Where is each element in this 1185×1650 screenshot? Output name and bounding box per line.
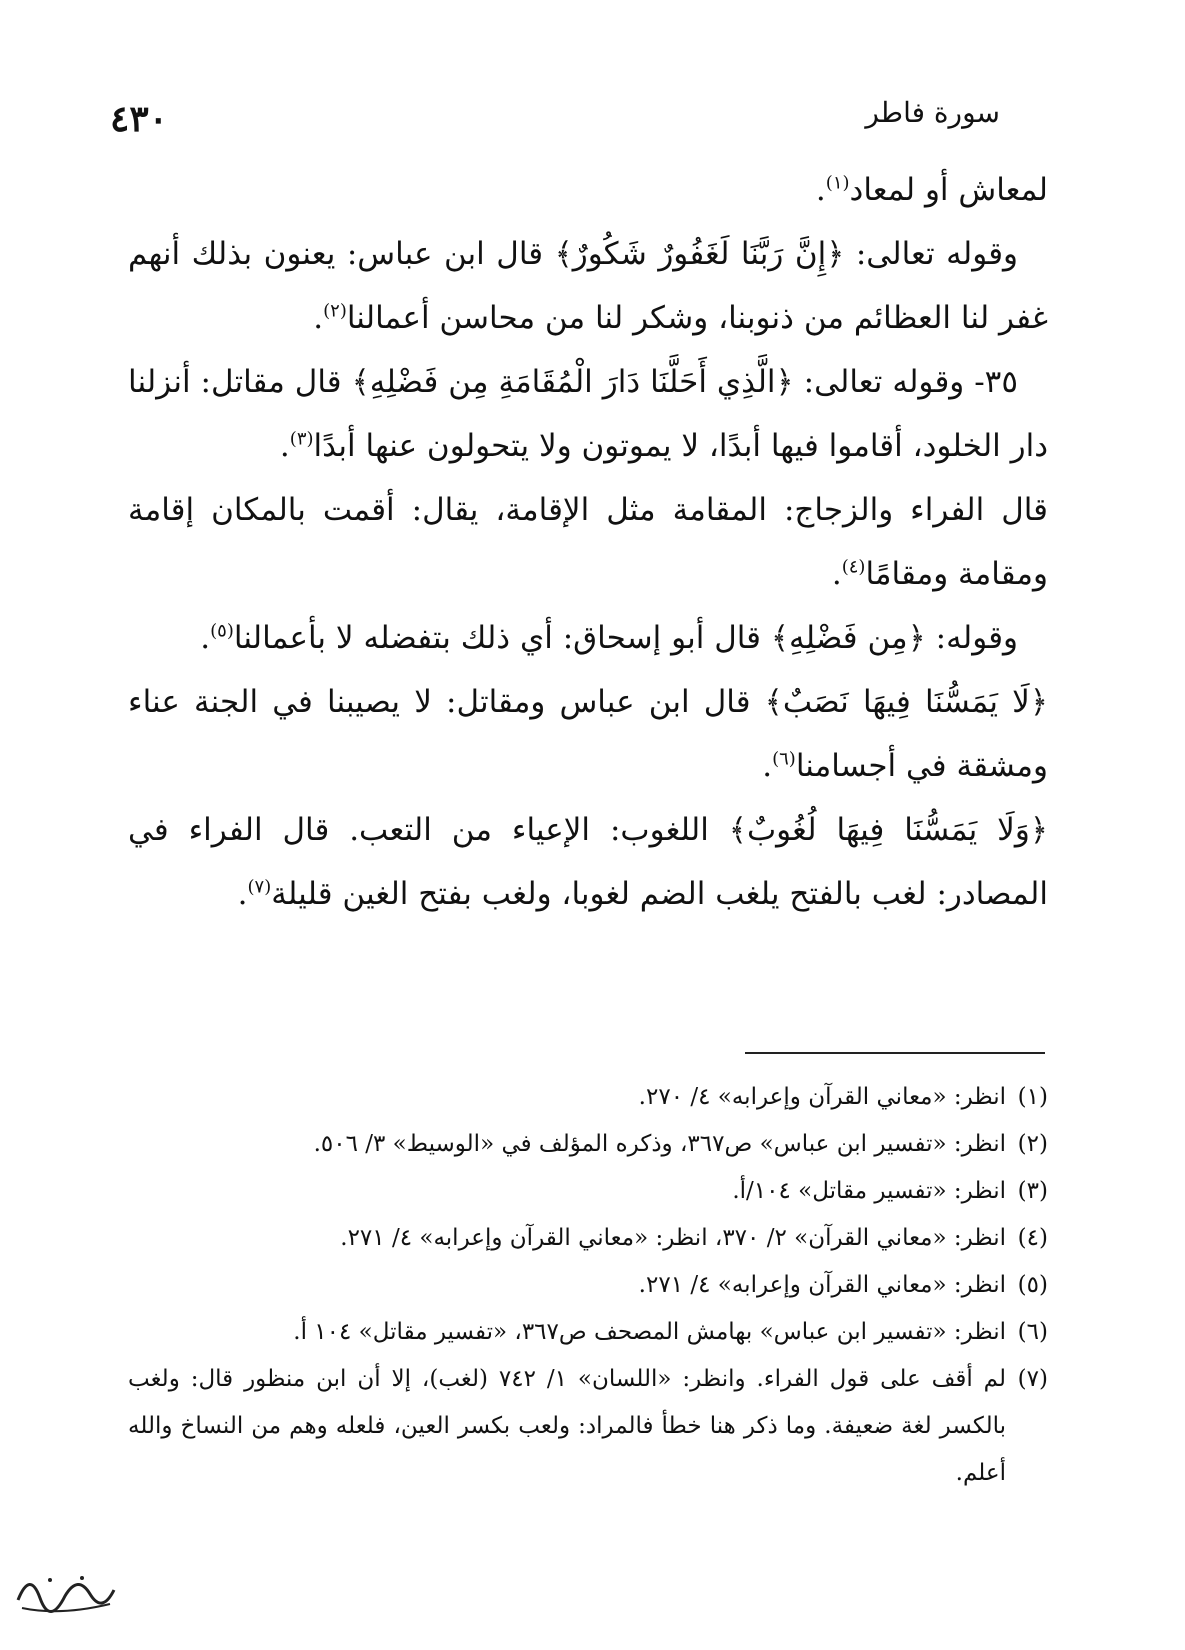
footnote-number: (٢) (1017, 1131, 1048, 1157)
footnote (128, 1262, 1048, 1309)
footnote-ref[interactable]: (٦) (772, 748, 796, 770)
paragraph-5: وقوله: ﴿مِن فَضْلِهِ﴾ قال أبو إسحاق: أي ذلك بتفضله لا بأعمالنا$^{(٥)}$. (200, 620, 1018, 656)
paragraph-7: ﴿وَلَا يَمَسُّنَا فِيهَا لُغُوبٌ﴾ اللغوب: الإعياء من التعب. قال الفراء في المصادر: لغب بالفتح يلغب الضم لغوبا، ولغب بفتح الغين قليلة$^{(٧)}$. (128, 812, 1048, 912)
footnote-number: (٤) (1017, 1225, 1048, 1251)
paragraph-1: لمعاش أو لمعاد$^{(١)}$. (815, 172, 1048, 208)
footnote-text: انظر: «تفسير ابن عباس» بهامش المصحف ص٣٦٧، «تفسير مقاتل» ١٠٤ أ. (293, 1319, 1006, 1345)
surah-title: سورة فاطر (865, 96, 1000, 129)
footnote (128, 1356, 1048, 1497)
quran-quote: ﴿لَا يَمَسُّنَا فِيهَا نَصَبٌ﴾ (764, 684, 1048, 720)
page-number: ٤٣٠ (110, 98, 169, 140)
main-text (128, 158, 1048, 926)
footnote (128, 1168, 1048, 1215)
footnote-divider (745, 1052, 1045, 1054)
footnote-ref[interactable]: (٢) (323, 300, 347, 322)
footnote-ref[interactable]: (٥) (210, 620, 234, 642)
publisher-logo-icon (10, 1560, 120, 1620)
paragraph-6: ﴿لَا يَمَسُّنَا فِيهَا نَصَبٌ﴾ قال ابن عباس ومقاتل: لا يصيبنا في الجنة عناء ومشقة في أجسامنا$^{(٦)}$. (128, 684, 1048, 784)
footnote-text: انظر: «تفسير مقاتل» ١٠٤/أ. (732, 1178, 1006, 1204)
footnote-number: (٣) (1017, 1178, 1048, 1204)
footnote (128, 1121, 1048, 1168)
footnote-number: (٧) (1017, 1366, 1048, 1392)
footnote-ref[interactable]: (٧) (247, 876, 272, 898)
footnote-text: لم أقف على قول الفراء. وانظر: «اللسان» ١/ ٧٤٢ (لغب)، إلا أن ابن منظور قال: ولغب بالكسر لغة ضعيفة. وما ذكر هنا خطأ فالمراد: ولعب بكسر العين، فلعله وهم من النساخ والله أعلم. (128, 1366, 1006, 1486)
footnote (128, 1309, 1048, 1356)
footnote-number: (٥) (1017, 1272, 1048, 1298)
footnote-text: انظر: «تفسير ابن عباس» ص٣٦٧، وذكره المؤلف في «الوسيط» ٣/ ٥٠٦. (313, 1131, 1006, 1157)
paragraph-3: ٣٥- وقوله تعالى: ﴿الَّذِي أَحَلَّنَا دَارَ الْمُقَامَةِ مِن فَضْلِهِ﴾ قال مقاتل: أنزلنا دار الخلود، أقاموا فيها أبدًا، لا يموتون ولا يتحولون عنها أبدًا$^{(٣)}$. (128, 364, 1048, 464)
footnotes (128, 1074, 1048, 1497)
footnote-text: انظر: «معاني القرآن وإعرابه» ٤/ ٢٧٠. (638, 1084, 1006, 1110)
footnote-text: انظر: «معاني القرآن وإعرابه» ٤/ ٢٧١. (638, 1272, 1006, 1298)
footnote-ref[interactable]: (٣) (289, 428, 314, 450)
quran-quote: ﴿وَلَا يَمَسُّنَا فِيهَا لُغُوبٌ﴾ (728, 812, 1048, 848)
quran-quote: ﴿الَّذِي أَحَلَّنَا دَارَ الْمُقَامَةِ مِن فَضْلِهِ﴾ (351, 364, 794, 400)
footnote (128, 1215, 1048, 1262)
quran-quote: ﴿مِن فَضْلِهِ﴾ (770, 620, 926, 656)
page-header (110, 88, 1000, 148)
paragraph-4: قال الفراء والزجاج: المقامة مثل الإقامة، يقال: أقمت بالمكان إقامة ومقامة ومقامًا$^{(٤)}$. (128, 492, 1048, 592)
footnote (128, 1074, 1048, 1121)
footnote-number: (١) (1017, 1084, 1048, 1110)
footnote-number: (٦) (1017, 1319, 1048, 1345)
footnote-ref[interactable]: (١) (825, 172, 850, 194)
footnote-ref[interactable]: (٤) (841, 556, 866, 578)
quran-quote: ﴿إِنَّ رَبَّنَا لَغَفُورٌ شَكُورٌ﴾ (554, 236, 845, 272)
paragraph-2: وقوله تعالى: ﴿إِنَّ رَبَّنَا لَغَفُورٌ شَكُورٌ﴾ قال ابن عباس: يعنون بذلك أنهم غفر لنا العظائم من ذنوبنا، وشكر لنا من محاسن أعمالنا$^{(٢)}$. (128, 236, 1048, 336)
footnote-text: انظر: «معاني القرآن» ٢/ ٣٧٠، انظر: «معاني القرآن وإعرابه» ٤/ ٢٧١. (340, 1225, 1006, 1251)
